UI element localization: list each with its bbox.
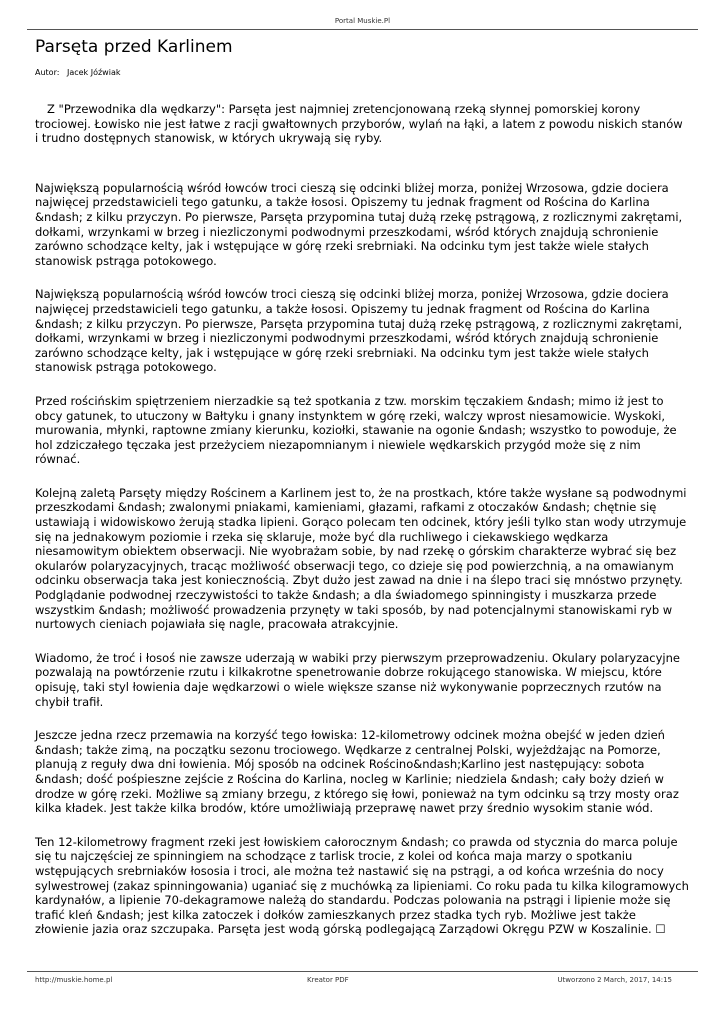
article-paragraph: Wiadomo, że troć i łosoś nie zawsze uderzają w wabiki przy pierwszym przeprowadzeniu. Okulary polaryzacyjne pozwalają na powtórzenie rzutu i kilkakrotne spenetrowanie dobrze rokującego stanowiska. W miejscu, które opisuję, taki styl łowienia daje wędkarzowi o wiele większe szanse niż wykonywanie poprzecznych rzutów na chybił trafił. — [35, 650, 680, 709]
article-paragraph: Jeszcze jedna rzecz przemawia na korzyść tego łowiska: 12-kilometrowy odcinek można obejść w jeden dzień &ndash; także zimą, na początku sezonu trociowego. Wędkarze z centralnej Polski, wyjeżdżając na Pomorze, planują z reguły dwa dni łowienia. Mój sposób na odcinek Rościno&ndash;Karlino jest następujący: sobota &ndash; dość pośpieszne zejście z Rościna do Karlina, nocleg w Karlinie; niedziela &ndash; cały boży dzień w drodze w górę rzeki. Możliwe są zmiany brzegu, z którego się łowi, ponieważ na tym odcinku są trzy mosty oraz kilka kładek. Jest także kilka brodów, które umożliwiają przeprawę nawet przy średnio wysokim stanie wód. — [35, 728, 679, 816]
author-label: Autor: — [35, 68, 60, 77]
article-paragraph: Kolejną zaletą Parsęty między Rościnem a Karlinem jest to, że na prostkach, które także wysłane są podwodnymi przeszkodami &ndash; zwalonymi pniakami, kamieniami, głazami, rafkami z otoczaków &ndash; chętnie się ustawiają i widowiskowo żerują stadka lipieni. Gorąco polecam ten odcinek, który jeśli tylko stan wody utrzymuje się na jednakowym poziomie i rzeka się sklaruje, może być dla ruchliwego i ciekawskiego wędkarza niesamowitym obiektem obserwacji. Nie wyobrażam sobie, by nad rzekę o górskim charakterze wybrać się bez okularów polaryzacyjnych, tracąc możliwość obserwacji tego, co dzieje się pod powierzchnią, a na omawianym odcinku obserwacja taka jest koniecznością. Zbyt dużo jest zawad na dnie i na ślepo traci się mnóstwo przynęty. Podglądanie podwodnej rzeczywistości to także &ndash; a dla świadomego spinningisty i muszkarza przede wszystkim &ndash; możliwość prowadzenia przynęty w taki sposób, by nad potencjalnymi stanowiskami ryb w nurtowych cieniach pojawiała się nagle, pracowała atrakcyjnie. — [35, 485, 687, 632]
footer-url: http://muskie.home.pl — [35, 976, 113, 984]
header-divider — [27, 29, 698, 30]
article-paragraph: Ten 12-kilometrowy fragment rzeki jest łowiskiem całorocznym &ndash; co prawda od stycznia do marca poluje się tu najczęściej ze spinningiem na schodzące z tarlisk trocie, z kolei od końca maja marzy o spotkaniu wstępujących srebrniaków łososia i troci, ale można też nastawić się na pstrągi, a od końca września do nocy sylwestrowej (zakaz spinningowania) uganiać się z muchówką za lipieniami. Co roku pada tu kilka kilogramowych kardynałów, a lipienie 70-dekagramowe należą do standardu. Podczas polowania na pstrągi i lipienie może się trafić kleń &ndash; jest kilka zatoczek i dołków zamieszkanych przez stadka tych ryb. Możliwe jest także złowienie jazia oraz szczupaka. Parsęta jest wodą górską podlegającą Zarządowi Okręgu PZW w Koszalinie. ☐ — [35, 834, 689, 937]
article-paragraph: Największą popularnością wśród łowców troci cieszą się odcinki bliżej morza, poniżej Wrzosowa, gdzie dociera najwięcej przedstawicieli tego gatunku, a także łososi. Opiszemy tu jednak fragment od Rościna do Karlina &ndash; z kilku przyczyn. Po pierwsze, Parsęta przypomina tutaj dużą rzekę pstrągową, z rozlicznymi zakrętami, dołkami, wrzynkami w brzeg i niezliczonymi podwodnymi przeszkodami, wśród których znajdują schronienie zarówno schodzące kelty, jak i wstępujące w górę rzeki srebrniaki. Na odcinku tym jest także wiele stałych stanowisk pstrąga potokowego. — [35, 180, 683, 268]
article-body — [35, 102, 689, 956]
article-title: Parsęta przed Karlinem — [35, 37, 233, 57]
page-header: Portal Muskie.Pl — [334, 17, 391, 25]
footer-generator: Kreator PDF — [307, 976, 349, 984]
author-name: Jacek Jóźwiak — [66, 68, 121, 77]
author-line — [35, 68, 125, 77]
footer-divider — [27, 971, 698, 972]
article-paragraph: Przed rościńskim spiętrzeniem nierzadkie są też spotkania z tzw. morskim tęczakiem &ndash; mimo iż jest to obcy gatunek, to utuczony w Bałtyku i gnany instynktem w górę rzeki, walczy wprost niesamowicie. Wyskoki, murowania, młynki, raptowne zmiany kierunku, koziołki, stawanie na ogonie &ndash; wszystko to powoduje, że hol zdziczałego tęczaka jest przeżyciem niezapomnianym i niewiele wędkarskich przygód może się z nim równać. — [35, 393, 677, 467]
article-paragraph: Największą popularnością wśród łowców troci cieszą się odcinki bliżej morza, poniżej Wrzosowa, gdzie dociera najwięcej przedstawicieli tego gatunku, a także łososi. Opiszemy tu jednak fragment od Rościna do Karlina &ndash; z kilku przyczyn. Po pierwsze, Parsęta przypomina tutaj dużą rzekę pstrągową, z rozlicznymi zakrętami, dołkami, wrzynkami w brzeg i niezliczonymi podwodnymi przeszkodami, wśród których znajdują schronienie zarówno schodzące kelty, jak i wstępujące w górę rzeki srebrniaki. Na odcinku tym jest także wiele stałych stanowisk pstrąga potokowego. — [35, 287, 683, 375]
article-paragraph-intro: Z "Przewodnika dla wędkarzy": Parsęta jest najmniej zretencjonowaną rzeką słynnej pomorskiej korony trociowej. Łowisko nie jest łatwe z racji gwałtownych przyborów, wylań na łąki, a latem z powodu niskich stanów i trudno dostępnych stanowisk, w których ukrywają się ryby. — [35, 102, 683, 146]
footer-created-date: Utworzono 2 March, 2017, 14:15 — [557, 976, 672, 984]
